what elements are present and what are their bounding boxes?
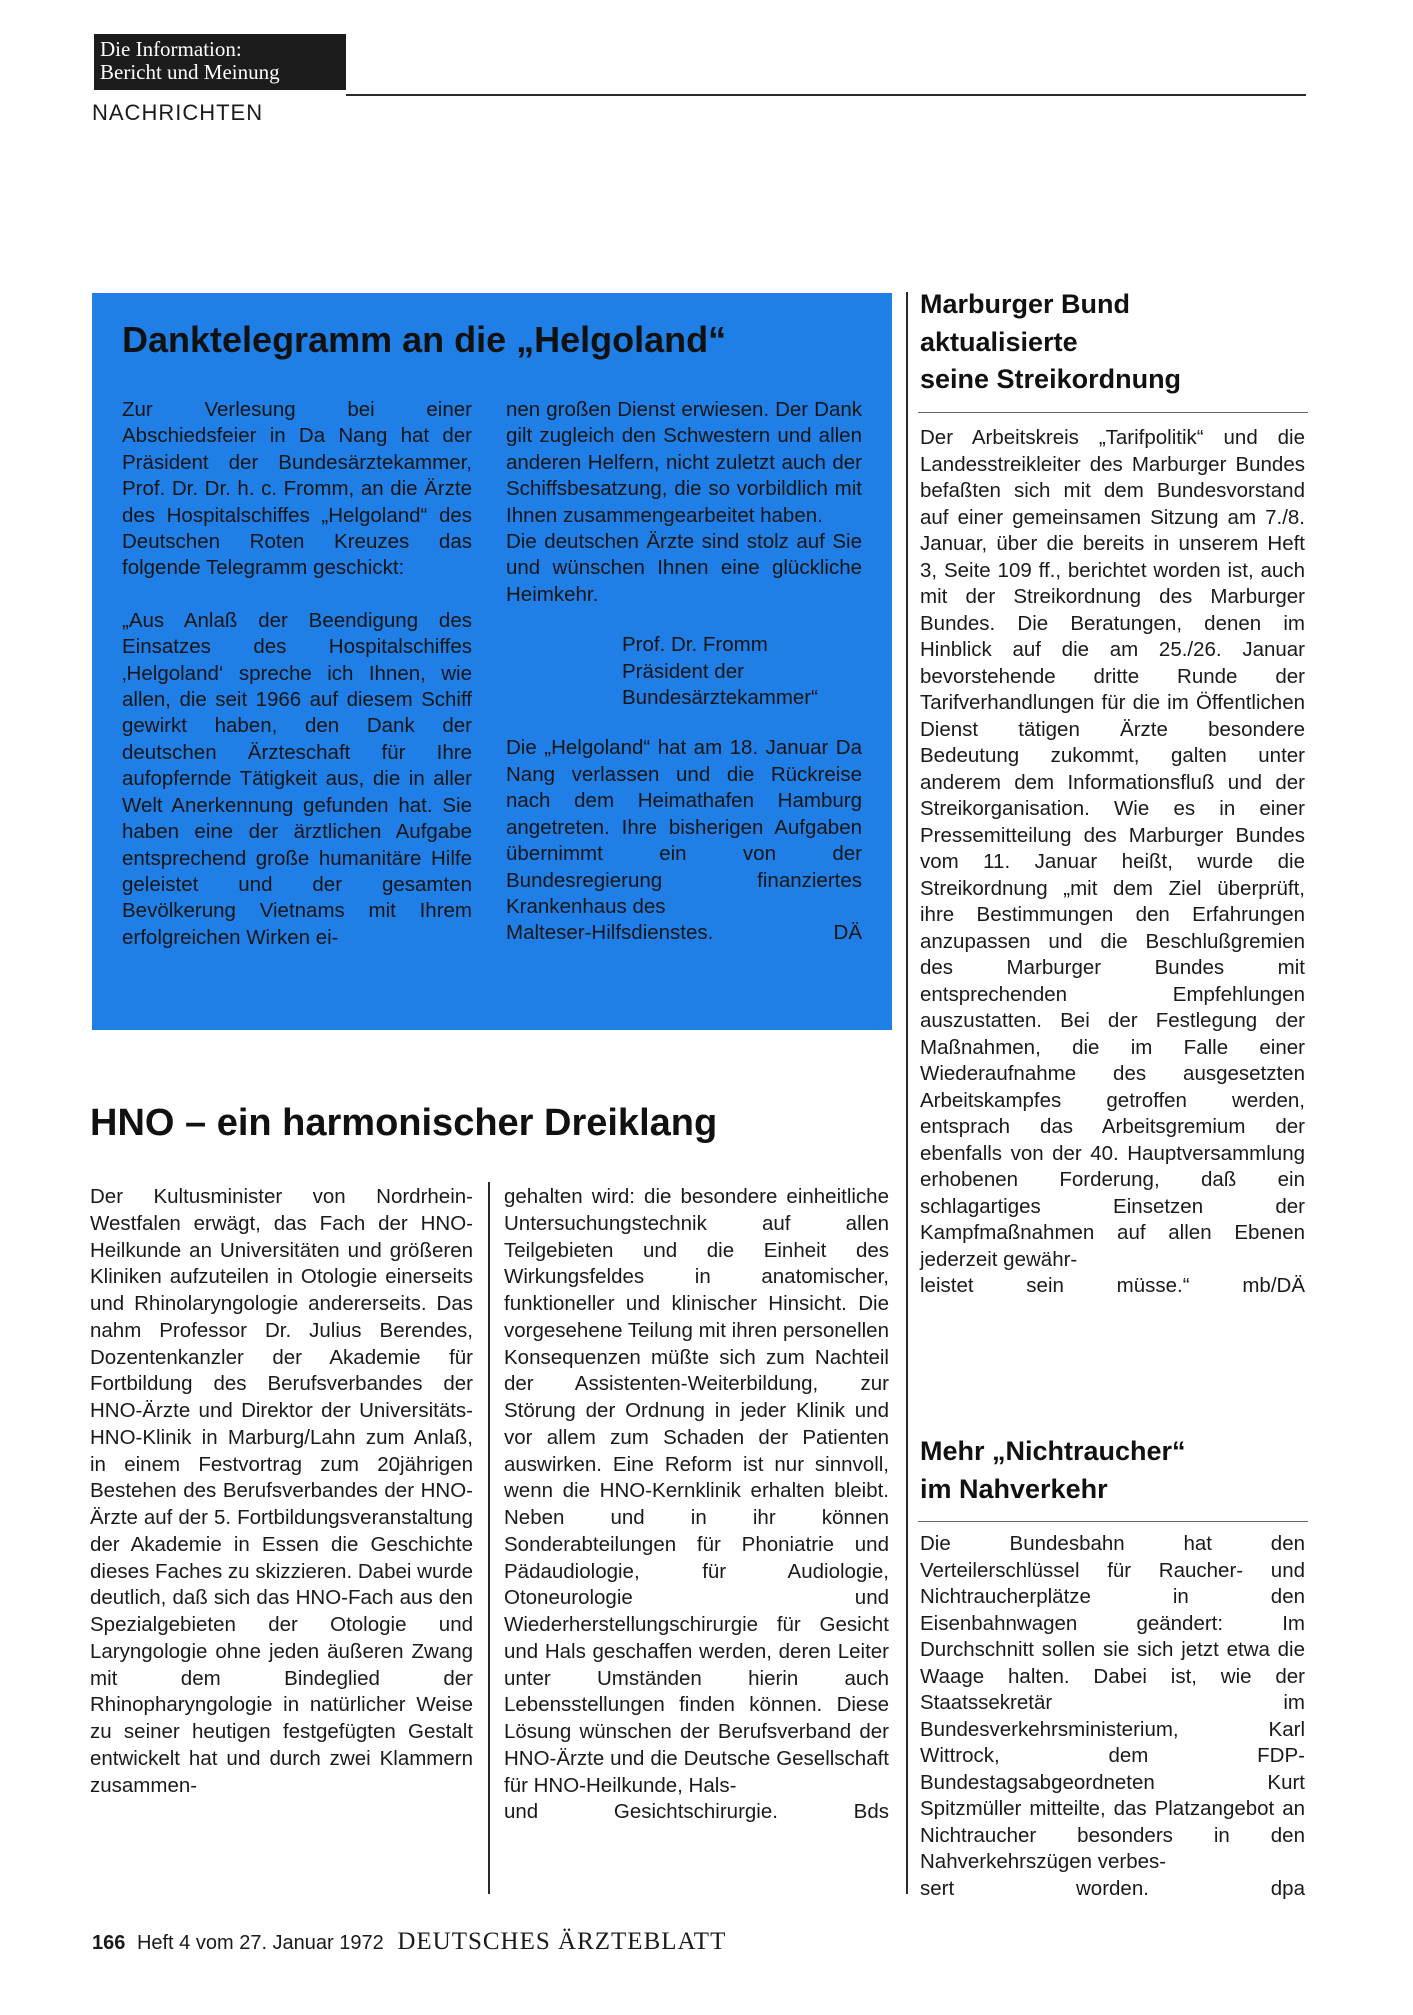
nichtraucher-title	[920, 1433, 1186, 1508]
marburger-author: mb/DÄ	[1242, 1274, 1305, 1297]
marburger-title-line: aktualisierte	[920, 326, 1078, 357]
section-label-line1: Die Information:	[100, 37, 242, 61]
hno-last-line	[504, 1799, 889, 1826]
telegram-last-words: Malteser-Hilfsdienstes.	[506, 921, 714, 945]
section-kicker: NACHRICHTEN	[92, 100, 264, 125]
nichtraucher-body	[920, 1531, 1305, 1902]
hno-last-words: und Gesichtschirurgie.	[504, 1800, 778, 1824]
telegram-signature	[622, 632, 862, 711]
telegram-paragraph: Die deutschen Ärzte sind stolz auf Sie und wünschen Ihnen eine glückliche Heimkehr.	[506, 530, 862, 606]
telegram-paragraph: Zur Verlesung bei einer Abschiedsfeier in Da Nang hat der Präsident der Bundesärztekammer, Prof. Dr. Dr. h. c. Fromm, an die Ärzte des Hospitalschiffes „Helgoland“ des Deutschen Roten Kreuzes das folgende Telegramm geschickt:	[122, 398, 472, 580]
marburger-last-words: leistet sein müsse.“	[920, 1274, 1190, 1297]
section-label-line2: Bericht und Meinung	[100, 60, 280, 84]
article-rule	[918, 1521, 1308, 1522]
magazine-name: DEUTSCHES ÄRZTEBLATT	[397, 1928, 727, 1955]
marburger-body	[920, 425, 1305, 1300]
marburger-title-line: Marburger Bund	[920, 289, 1131, 319]
header-rule	[346, 94, 1306, 96]
column-divider	[488, 1182, 490, 1894]
marburger-last-line	[920, 1273, 1305, 1300]
marburger-title	[920, 286, 1181, 399]
telegram-paragraph: „Aus Anlaß der Beendigung des Einsatzes des Hospitalschiffes ‚Helgoland‘ spreche ich Ihnen, wie allen, die seit 1966 auf diesem Schiff gewirkt haben, den Dank der deutschen Ärzteschaft für Ihre aufopfernde Tätigkeit aus, die in aller Welt Anerkennung gefunden hat. Sie haben eine der ärztlichen Aufgabe entsprechend große humanitäre Hilfe geleistet und der gesamten Bevölkerung Vietnams mit Ihrem erfolgreichen Wirken ei-	[122, 608, 472, 949]
signature-name: Prof. Dr. Fromm	[622, 633, 768, 657]
section-label	[94, 34, 346, 90]
nichtraucher-author: dpa	[1270, 1876, 1305, 1900]
telegram-last-line	[506, 920, 862, 946]
marburger-text: Der Arbeitskreis „Tarifpolitik“ und die Landesstreikleiter des Marburger Bundes befaßten sich mit dem Bundesvorstand auf einer gemeinsamen Sitzung am 7./8. Januar, über die bereits in unserem Heft 3, Seite 109 ff., berichtet worden ist, auch mit der Streikordnung des Marburger Bundes. Die Beratungen, denen im Hinblick auf die am 25./26. Januar bevorstehende dritte Runde der Tarifverhandlungen für die im Öffentlichen Dienst tätigen Ärzte besondere Bedeutung zukommt, galten unter anderem dem Informationsfluß und der Streikorganisation. Wie es in einer Pressemitteilung des Marburger Bundes vom 11. Januar heißt, wurde die Streikordnung „mit dem Ziel überprüft, ihre Bestimmungen den Erfahrungen anzupassen und die Beschlußgremien des Marburger Bundes mit entsprechenden Empfehlungen auszustatten. Bei der Festlegung der Maßnahmen, die im Falle einer Wiederaufnahme des ausgesetzten Arbeitskampfes getroffen werden, entsprach das Arbeitsgremium der ebenfalls von der 40. Hauptversammlung erhobenen Forderung, daß ein schlagartiges Einsetzen der Kampfmaßnahmen auf allen Ebenen jederzeit gewähr-	[920, 426, 1305, 1271]
issue-info: Heft 4 vom 27. Januar 1972	[136, 1932, 384, 1954]
telegram-column-1	[122, 397, 472, 951]
hno-column-2-text: gehalten wird: die besondere einheitliche Untersuchungstechnik auf allen Teilgebieten und die Einheit des Wirkungsfeldes in anatomischer, funktioneller und klinischer Hinsicht. Die vorgesehene Teilung mit ihren personellen Konsequenzen müßte sich zum Nachteil der Assistenten-Weiterbildung, zur Störung der Ordnung in jeder Klinik und vor allem zum Schaden der Patienten auswirken. Eine Reform ist nur sinnvoll, wenn die HNO-Kernklinik erhalten bleibt. Neben und in ihr können Sonderabteilungen für Phoniatrie und Pädaudiologie, für Audiologie, Otoneurologie und Wiederherstellungschirurgie für Gesicht und Hals geschaffen werden, deren Leiter unter Umständen hierin auch Lebensstellungen finden können. Diese Lösung wünschen der Berufsverband der HNO-Ärzte und die Deutsche Gesellschaft für HNO-Heilkunde, Hals-	[504, 1185, 889, 1797]
nichtraucher-last-words: sert worden.	[920, 1876, 1149, 1900]
nichtraucher-text: Die Bundesbahn hat den Verteilerschlüssel für Raucher- und Nichtraucherplätze in den Eisenbahnwagen geändert: Im Durchschnitt sollen sie sich jetzt etwa die Waage halten. Dabei ist, wie der Staatssekretär im Bundesverkehrsministerium, Karl Wittrock, dem FDP-Bundestagsabgeordneten Kurt Spitzmüller mitteilte, das Platzangebot an Nichtraucher besonders in den Nahverkehrszügen verbes-	[920, 1532, 1305, 1873]
column-divider	[906, 292, 908, 1894]
hno-column-2	[504, 1184, 889, 1826]
telegram-author: DÄ	[833, 921, 862, 945]
telegram-paragraph: nen großen Dienst erwiesen. Der Dank gilt zugleich den Schwestern und allen anderen Helfern, nicht zuletzt auch der Schiffsbesatzung, die so vorbildlich mit Ihnen zusammengearbeitet haben.	[506, 398, 862, 527]
signature-role: Präsident der	[622, 659, 744, 683]
page-footer	[92, 1928, 726, 1956]
page-number: 166	[92, 1932, 126, 1954]
nichtraucher-title-line: Mehr „Nichtraucher“	[920, 1436, 1186, 1466]
marburger-title-line: seine Streikordnung	[920, 364, 1182, 394]
hno-title: HNO – ein harmonischer Dreiklang	[90, 1102, 718, 1144]
signature-org: Bundesärztekammer“	[622, 686, 818, 710]
nichtraucher-last-line	[920, 1876, 1305, 1903]
telegram-paragraph: Die „Helgoland“ hat am 18. Januar Da Nang verlassen und die Rückreise nach dem Heimathafen Hamburg angetreten. Ihre bisherigen Aufgaben übernimmt ein von der Bundesregierung finanziertes Krankenhaus des	[506, 736, 862, 918]
nichtraucher-title-line: im Nahverkehr	[920, 1473, 1108, 1504]
hno-author: Bds	[853, 1800, 889, 1824]
telegram-column-2	[506, 397, 862, 947]
article-rule	[918, 412, 1308, 413]
telegram-box	[92, 293, 892, 1030]
hno-column-1: Der Kultusminister von Nordrhein-Westfalen erwägt, das Fach der HNO-Heilkunde an Universitäten und größeren Kliniken aufzuteilen in Otologie einerseits und Rhinolaryngologie andererseits. Das nahm Professor Dr. Julius Berendes, Dozentenkanzler der Akademie für Fortbildung des Berufsverbandes der HNO-Ärzte und Direktor der Universitäts-HNO-Klinik in Marburg/Lahn zum Anlaß, in einem Festvortrag zum 20jährigen Bestehen des Berufsverbandes der HNO-Ärzte auf der 5. Fortbildungsveranstaltung der Akademie in Essen die Geschichte dieses Faches zu skizzieren. Dabei wurde deutlich, daß sich das HNO-Fach aus den Spezialgebieten der Otologie und Laryngologie ohne jeden äußeren Zwang mit dem Bindeglied der Rhinopharyngologie in natürlicher Weise zu seiner heutigen festgefügten Gestalt entwickelt hat und durch zwei Klammern zusammen-	[90, 1185, 473, 1797]
telegram-title: Danktelegramm an die „Helgoland“	[122, 319, 727, 360]
